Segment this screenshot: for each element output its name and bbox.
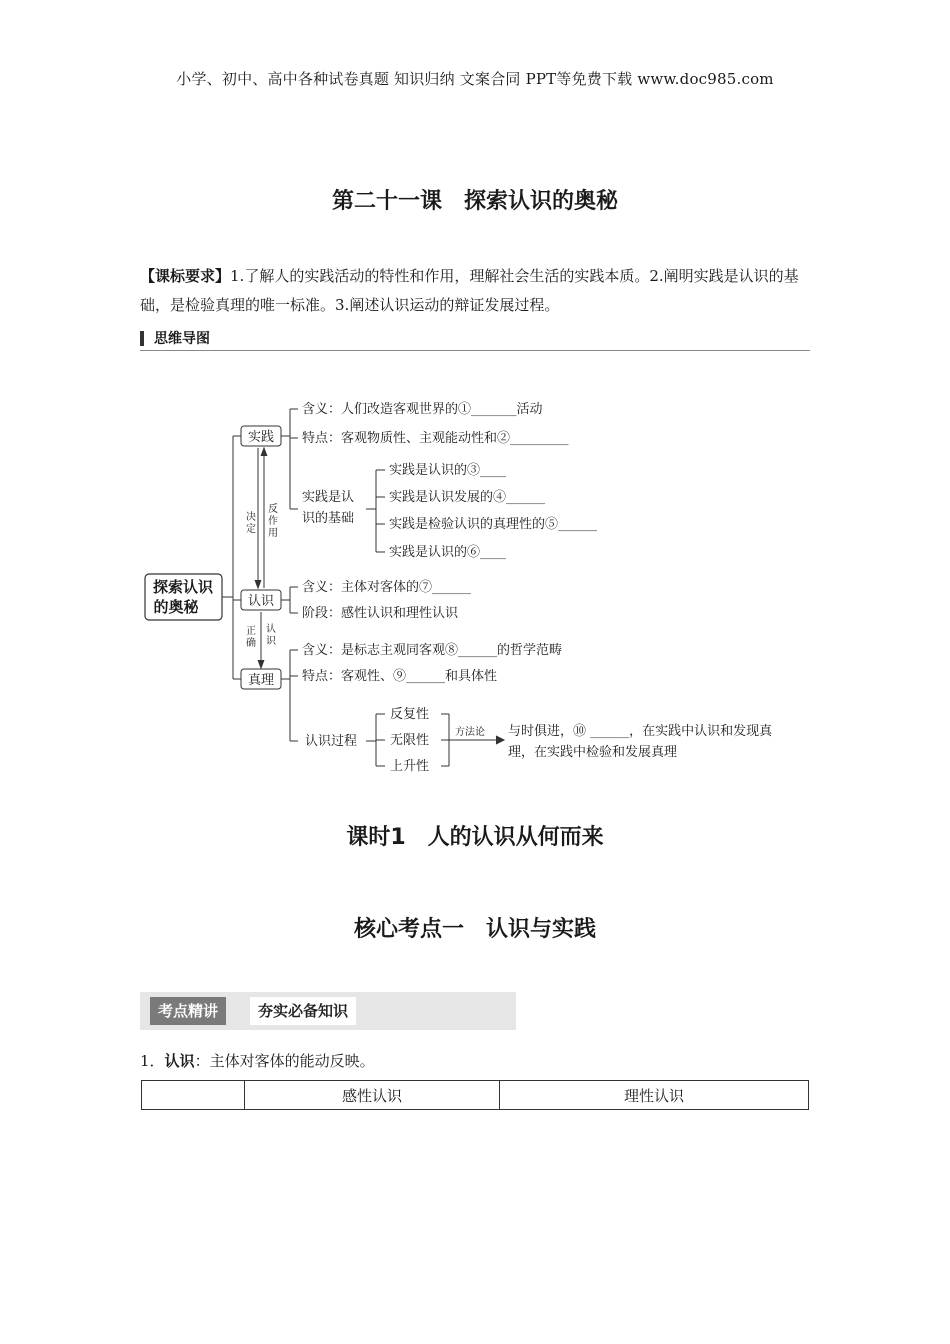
process-label: 认识过程	[305, 734, 358, 749]
method-arrow-icon	[496, 736, 504, 744]
comparison-table	[141, 1080, 809, 1110]
page-header: 小学、初中、高中各种试卷真题 知识归纳 文案合同 PPT等免费下载 www.doc985.com	[176, 70, 774, 88]
lesson-title: 第二十一课 探索认识的奥秘	[331, 189, 618, 214]
truth-node: 真理	[247, 673, 275, 688]
requirements-text: 1.了解人的实践活动的特性和作用，理解社会生活的实践本质。2.阐明实践是认识的基础，是检验真理的唯一标准。3.阐述认识运动的辩证发展过程。	[140, 267, 799, 314]
table-header-rational: 理性认识	[500, 1081, 809, 1110]
method-line2: 理，在实践中检验和发展真理	[508, 745, 678, 760]
basis-item-2: 实践是认识发展的④______	[389, 490, 546, 505]
process-item-1: 反复性	[390, 707, 430, 722]
point-1-text: ：主体对客体的能动反映。	[194, 1052, 375, 1070]
point-1	[140, 1050, 375, 1071]
knowledge-banner	[140, 992, 516, 1030]
practice-basis-line2: 识的基础	[302, 511, 355, 526]
edge-labels	[246, 502, 278, 649]
requirements-label: 【课标要求】	[140, 267, 231, 285]
practice-cognition-arrows	[255, 448, 267, 668]
mindmap-heading-text: 思维导图	[154, 331, 210, 347]
edge-decide-2: 定	[246, 524, 256, 535]
banner-subtitle: 夯实必备知识	[250, 997, 356, 1025]
practice-features: 特点：客观物质性、主观能动性和②_________	[302, 431, 569, 446]
edge-react-3: 用	[268, 528, 278, 539]
method-label: 方法论	[455, 727, 485, 738]
point-1-label: 认识	[164, 1052, 195, 1070]
root-line2: 的奥秘	[153, 598, 199, 616]
edge-decide-1: 决	[246, 512, 256, 523]
cognition-meaning: 含义：主体对客体的⑦______	[302, 580, 472, 595]
root-line1: 探索认识	[152, 578, 214, 596]
basis-item-4: 实践是认识的⑥____	[389, 545, 507, 560]
section-title: 课时1 人的认识从何而来	[346, 825, 604, 850]
basis-item-1: 实践是认识的③____	[389, 463, 507, 478]
edge-know-2: 识	[266, 636, 276, 647]
core-title: 核心考点一 认识与实践	[353, 917, 596, 942]
root-connectors	[222, 436, 241, 679]
process-item-3: 上升性	[390, 759, 430, 774]
process-item-2: 无限性	[390, 733, 430, 748]
banner-tag: 考点精讲	[150, 997, 226, 1025]
basis-item-3: 实践是检验认识的真理性的⑤______	[389, 517, 598, 532]
cognition-connectors	[281, 587, 298, 613]
edge-correct-2: 确	[246, 638, 256, 649]
practice-basis-line1: 实践是认	[302, 490, 355, 505]
cognition-node: 认识	[247, 594, 275, 609]
practice-meaning: 含义：人们改造客观世界的①_______活动	[302, 402, 543, 417]
point-1-num: 1．	[140, 1052, 165, 1070]
table-header-perceptual: 感性认识	[245, 1081, 500, 1110]
cognition-stages: 阶段：感性认识和理性认识	[302, 606, 459, 621]
edge-react-2: 作	[268, 516, 278, 527]
practice-node: 实践	[247, 430, 275, 445]
truth-meaning: 含义：是标志主观同客观⑧______的哲学范畴	[302, 643, 563, 658]
edge-correct-1: 正	[246, 626, 256, 637]
method-line1: 与时俱进，⑩ ______，在实践中认识和发现真	[508, 724, 773, 739]
truth-features: 特点：客观性、⑨______和具体性	[302, 669, 498, 684]
edge-react-1: 反	[268, 504, 278, 515]
table-header-blank	[142, 1081, 245, 1110]
edge-know-1: 认	[266, 624, 276, 635]
table-row	[142, 1081, 809, 1110]
